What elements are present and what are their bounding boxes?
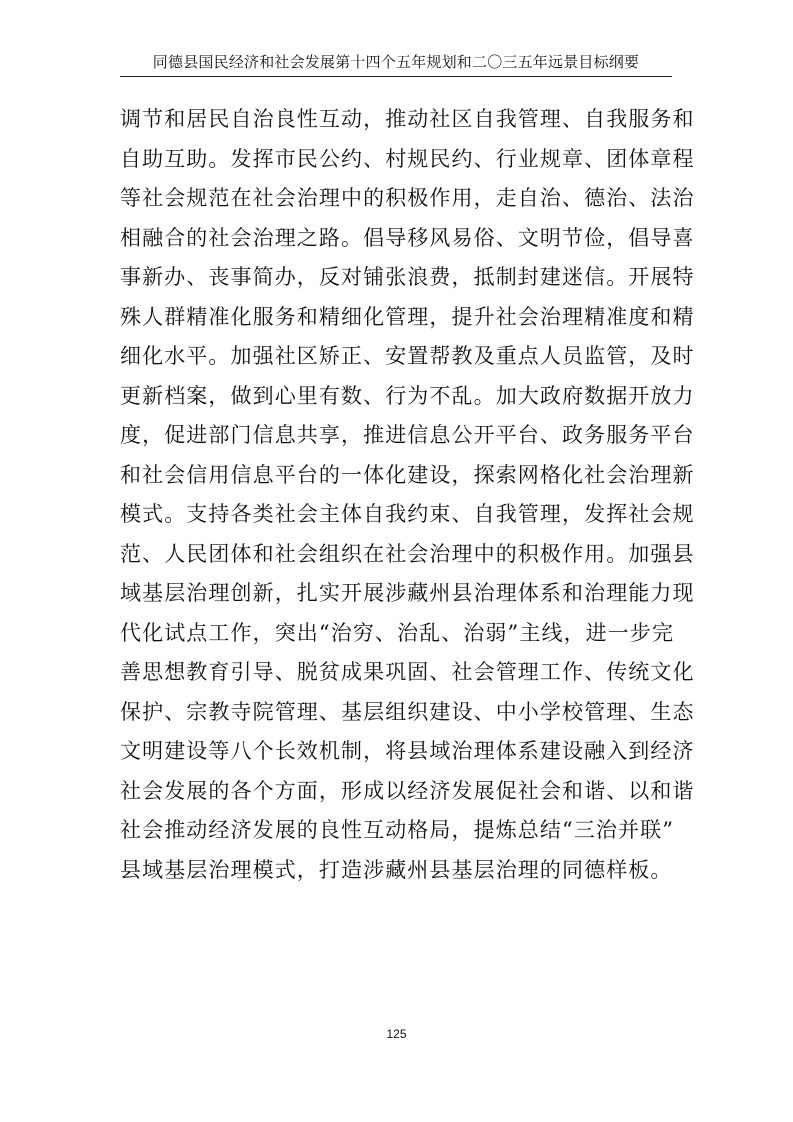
text-line: 代化试点工作，突出“治穷、治乱、治弱”主线，进一步完: [120, 620, 675, 645]
body-paragraph: [120, 100, 695, 890]
text-line: 和社会信用信息平台的一体化建设，探索网格化社会治理新: [120, 462, 695, 487]
page-number: 125: [386, 1027, 407, 1041]
text-line: 社会推动经济发展的良性互动格局，提炼总结“三治并联”: [120, 818, 675, 842]
text-line: 文明建设等八个长效机制，将县域治理体系建设融入到经济: [120, 739, 695, 763]
text-line: 模式。支持各类社会主体自我约束、自我管理，发挥社会规: [120, 502, 695, 526]
text-line: 自助互助。发挥市民公约、村规民约、行业规章、团体章程: [120, 146, 695, 171]
text-line: 域基层治理创新，扎实开展涉藏州县治理体系和治理能力现: [120, 581, 695, 605]
text-line: 殊人群精准化服务和精细化管理，提升社会治理精准度和精: [120, 304, 695, 329]
text-line: 更新档案，做到心里有数、行为不乱。加大政府数据开放力: [120, 383, 695, 408]
running-header: [120, 52, 672, 77]
text-line: 保护、宗教寺院管理、基层组织建设、中小学校管理、生态: [120, 699, 695, 724]
text-line: 等社会规范在社会治理中的积极作用，走自治、德治、法治: [120, 186, 695, 210]
text-line: 范、人民团体和社会组织在社会治理中的积极作用。加强县: [120, 541, 695, 566]
header-title: 同德县国民经济和社会发展第十四个五年规划和二〇三五年远景目标纲要: [152, 53, 640, 71]
text-line: 社会发展的各个方面，形成以经济发展促社会和谐、以和谐: [120, 778, 695, 803]
text-line: 度，促进部门信息共享，推进信息公开平台、政务服务平台: [120, 423, 695, 447]
text-line: 事新办、丧事简办，反对铺张浪费，抵制封建迷信。开展特: [120, 265, 695, 289]
text-line: 调节和居民自治良性互动，推动社区自我管理、自我服务和: [120, 107, 695, 131]
text-line: 细化水平。加强社区矫正、安置帮教及重点人员监管，及时: [120, 344, 695, 368]
text-line: 县域基层治理模式，打造涉藏州县基层治理的同德样板。: [120, 857, 673, 882]
text-line: 相融合的社会治理之路。倡导移风易俗、文明节俭，倡导喜: [120, 225, 695, 250]
text-line: 善思想教育引导、脱贫成果巩固、社会管理工作、传统文化: [120, 660, 695, 684]
